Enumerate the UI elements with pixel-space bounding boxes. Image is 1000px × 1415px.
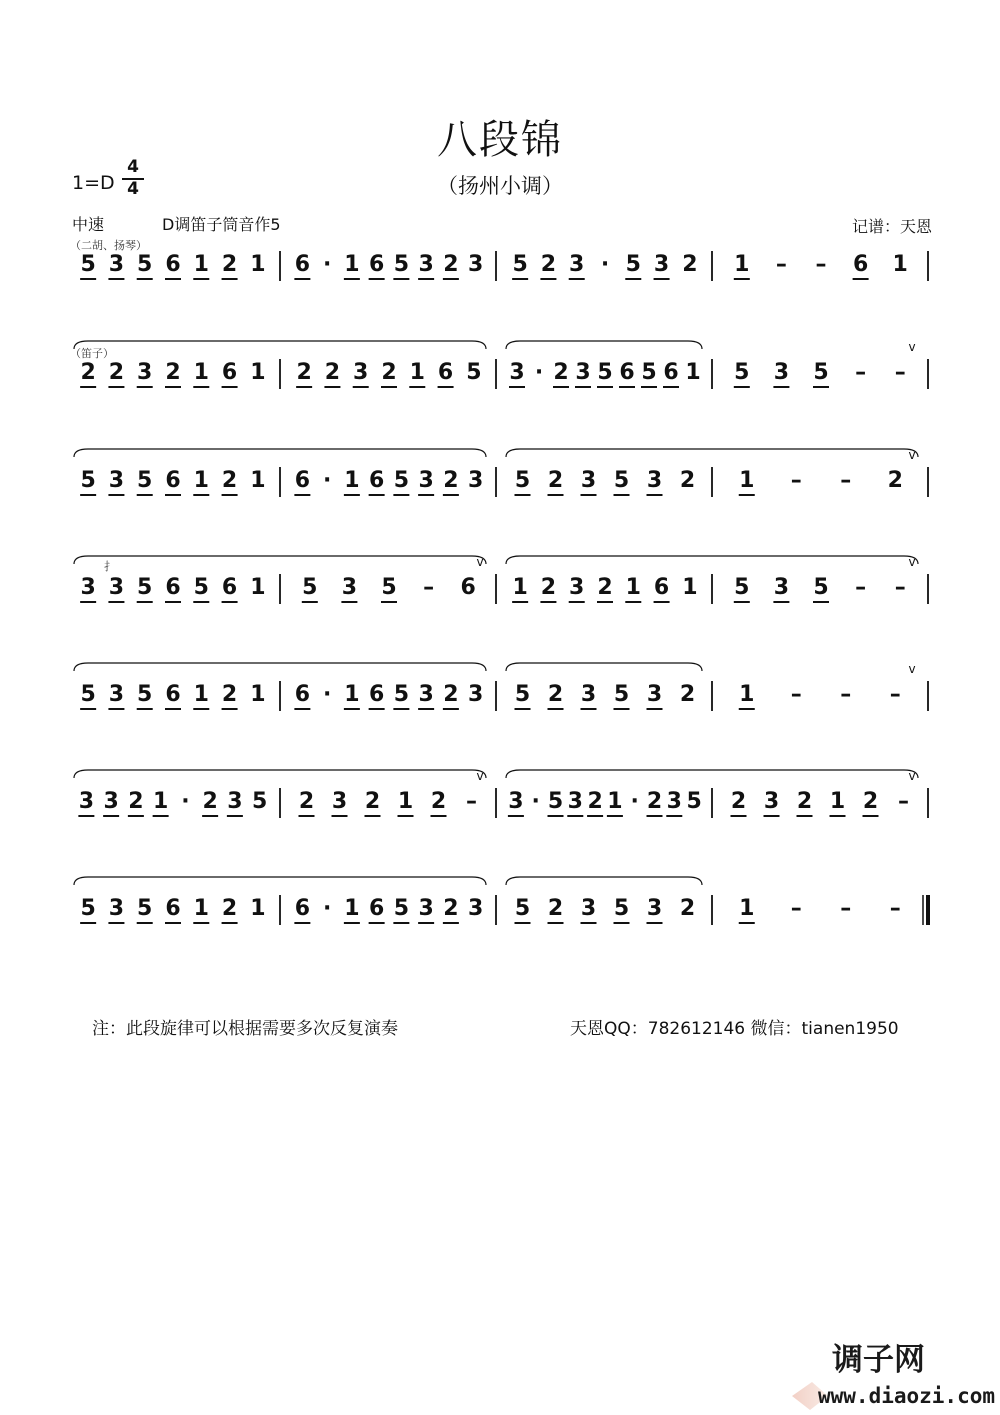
dash-mark: – bbox=[889, 682, 901, 707]
dash-mark: – bbox=[894, 360, 906, 385]
note-digit: 5 bbox=[80, 252, 96, 277]
note-digit: 3 bbox=[580, 682, 597, 707]
note-digit: 5 bbox=[734, 575, 750, 600]
note-digit: 1 bbox=[685, 360, 701, 385]
note-digit: 1 bbox=[250, 575, 266, 600]
note-digit: 3 bbox=[467, 252, 484, 277]
instrument-note: D调笛子筒音作5 bbox=[162, 215, 281, 234]
note-digit: 2 bbox=[547, 682, 564, 707]
dash-mark: – bbox=[790, 896, 802, 921]
note-digit: 6 bbox=[165, 896, 181, 921]
note-digit: 3 bbox=[227, 789, 243, 814]
note-digit: 3 bbox=[569, 252, 585, 277]
note-digit: 2 bbox=[730, 789, 747, 814]
note-digit: 3 bbox=[108, 896, 125, 921]
note-digit: 6 bbox=[437, 360, 454, 385]
note-digit: 2 bbox=[682, 252, 698, 277]
note-digit: 5 bbox=[137, 252, 153, 277]
note-digit: 3 bbox=[773, 360, 790, 385]
note-digit: 6 bbox=[165, 252, 181, 277]
note-digit: 1 bbox=[739, 896, 755, 921]
note-digit: 3 bbox=[108, 252, 125, 277]
note-digit: 1 bbox=[344, 896, 360, 921]
note-digit: 1 bbox=[512, 575, 528, 600]
note-digit: 2 bbox=[587, 789, 603, 814]
dot-mark: · bbox=[181, 789, 190, 814]
note-digit: 2 bbox=[540, 575, 557, 600]
note-digit: 5 bbox=[193, 575, 209, 600]
note-digit: 2 bbox=[296, 360, 312, 385]
dash-mark: – bbox=[840, 896, 852, 921]
note-digit: 1 bbox=[193, 360, 209, 385]
note-digit: 6 bbox=[368, 682, 385, 707]
note-digit: 3 bbox=[646, 896, 663, 921]
dash-mark: – bbox=[894, 575, 906, 600]
note-digit: 2 bbox=[221, 252, 238, 277]
note-digit: 2 bbox=[165, 360, 181, 385]
note-digit: 3 bbox=[773, 575, 790, 600]
note-digit: 5 bbox=[813, 360, 829, 385]
note-digit: 5 bbox=[512, 252, 528, 277]
breath-mark: v bbox=[476, 769, 484, 783]
note-digit: 3 bbox=[508, 789, 524, 814]
note-digit: 2 bbox=[128, 789, 144, 814]
note-digit: 3 bbox=[580, 468, 597, 493]
breath-mark: v bbox=[908, 769, 916, 783]
note-digit: 2 bbox=[679, 682, 696, 707]
note-digit: 2 bbox=[221, 468, 238, 493]
dash-mark: – bbox=[840, 682, 852, 707]
note-digit: 6 bbox=[653, 575, 670, 600]
dot-mark: · bbox=[322, 252, 332, 277]
note-digit: 6 bbox=[221, 360, 238, 385]
note-digit: 2 bbox=[597, 575, 613, 600]
note-digit: 3 bbox=[78, 789, 95, 814]
slur-arc bbox=[506, 877, 702, 885]
note-digit: 3 bbox=[137, 360, 153, 385]
note-digit: 1 bbox=[682, 575, 698, 600]
note-digit: 1 bbox=[734, 252, 750, 277]
note-digit: 2 bbox=[108, 360, 125, 385]
note-digit: 5 bbox=[514, 682, 531, 707]
note-digit: 1 bbox=[829, 789, 846, 814]
note-digit: 6 bbox=[165, 468, 181, 493]
note-digit: 1 bbox=[193, 468, 209, 493]
note-digit: 5 bbox=[381, 575, 397, 600]
note-digit: 5 bbox=[466, 360, 482, 385]
note-digit: 5 bbox=[393, 468, 410, 493]
slur-arc bbox=[74, 877, 486, 885]
note-digit: 1 bbox=[250, 896, 266, 921]
note-digit: 1 bbox=[250, 468, 266, 493]
note-digit: 5 bbox=[734, 360, 750, 385]
note-digit: 1 bbox=[193, 896, 209, 921]
note-digit: 1 bbox=[739, 682, 755, 707]
note-digit: 3 bbox=[467, 896, 484, 921]
note-digit: 6 bbox=[619, 360, 635, 385]
slur-arc bbox=[506, 663, 702, 671]
note-digit: 3 bbox=[467, 468, 484, 493]
dot-mark: · bbox=[534, 360, 544, 385]
dash-mark: – bbox=[855, 360, 867, 385]
note-digit: 5 bbox=[613, 682, 630, 707]
note-digit: 3 bbox=[418, 468, 434, 493]
note-digit: 6 bbox=[294, 252, 311, 277]
note-digit: 2 bbox=[443, 896, 459, 921]
time-signature-bottom: 4 bbox=[127, 179, 139, 199]
note-digit: 5 bbox=[393, 252, 410, 277]
note-digit: 1 bbox=[250, 252, 266, 277]
slur-arc bbox=[506, 341, 702, 349]
page-title: 八段锦 bbox=[437, 117, 563, 163]
note-digit: 6 bbox=[368, 468, 385, 493]
note-digit: 6 bbox=[852, 252, 869, 277]
dash-mark: – bbox=[790, 682, 802, 707]
note-digit: 6 bbox=[165, 575, 181, 600]
tempo-marking: 中速 bbox=[72, 215, 105, 234]
note-digit: 3 bbox=[509, 360, 525, 385]
note-digit: 5 bbox=[137, 575, 153, 600]
transcriber-credit: 记谱：天恩 bbox=[852, 217, 933, 236]
note-digit: 1 bbox=[397, 789, 414, 814]
note-digit: 2 bbox=[221, 682, 238, 707]
note-digit: 3 bbox=[353, 360, 369, 385]
note-digit: 3 bbox=[653, 252, 670, 277]
breath-mark: v bbox=[908, 340, 916, 354]
note-digit: 1 bbox=[152, 789, 169, 814]
instrument-label: （二胡、扬琴） bbox=[70, 239, 147, 252]
note-digit: 5 bbox=[251, 789, 268, 814]
dot-mark: · bbox=[322, 682, 332, 707]
footnote: 注：此段旋律可以根据需要多次反复演奏 bbox=[92, 1019, 398, 1039]
note-digit: 5 bbox=[80, 682, 96, 707]
instrument-label: （笛子） bbox=[70, 347, 114, 360]
time-signature-top: 4 bbox=[122, 158, 144, 180]
note-digit: 3 bbox=[646, 682, 663, 707]
note-digit: 3 bbox=[569, 575, 585, 600]
note-digit: 6 bbox=[294, 468, 311, 493]
note-digit: 1 bbox=[892, 252, 908, 277]
note-digit: 2 bbox=[80, 360, 96, 385]
note-digit: 6 bbox=[368, 896, 385, 921]
note-digit: 5 bbox=[597, 360, 613, 385]
slur-arc bbox=[506, 556, 918, 564]
note-digit: 5 bbox=[80, 468, 96, 493]
note-digit: 2 bbox=[540, 252, 557, 277]
note-digit: 2 bbox=[364, 789, 381, 814]
ornament-label: 扌 bbox=[104, 560, 115, 573]
note-digit: 3 bbox=[108, 575, 125, 600]
note-digit: 1 bbox=[344, 252, 360, 277]
note-digit: 5 bbox=[686, 789, 702, 814]
note-digit: 1 bbox=[409, 360, 425, 385]
slur-arc bbox=[74, 770, 486, 778]
dot-mark: · bbox=[322, 896, 332, 921]
note-digit: 3 bbox=[763, 789, 780, 814]
note-digit: 5 bbox=[514, 468, 531, 493]
note-digit: 2 bbox=[443, 468, 459, 493]
note-digit: 1 bbox=[250, 682, 266, 707]
note-digit: 3 bbox=[567, 789, 583, 814]
note-digit: 2 bbox=[679, 896, 696, 921]
note-digit: 5 bbox=[393, 896, 410, 921]
note-digit: 6 bbox=[368, 252, 385, 277]
note-digit: 2 bbox=[298, 789, 315, 814]
note-digit: 3 bbox=[418, 252, 434, 277]
note-digit: 6 bbox=[294, 896, 311, 921]
note-digit: 1 bbox=[193, 252, 209, 277]
slur-arc bbox=[506, 770, 918, 778]
page-subtitle: （扬州小调） bbox=[437, 174, 563, 198]
breath-mark: v bbox=[908, 555, 916, 569]
dash-mark: – bbox=[790, 468, 802, 493]
watermark-site-name: 调子网 bbox=[832, 1342, 925, 1378]
dot-mark: · bbox=[600, 252, 610, 277]
breath-mark: v bbox=[476, 555, 484, 569]
note-digit: 5 bbox=[137, 682, 153, 707]
note-digit: 1 bbox=[344, 682, 360, 707]
slur-arc bbox=[74, 341, 486, 349]
note-digit: 2 bbox=[221, 896, 238, 921]
note-digit: 2 bbox=[887, 468, 903, 493]
note-digit: 2 bbox=[324, 360, 341, 385]
note-digit: 2 bbox=[547, 896, 564, 921]
note-digit: 6 bbox=[221, 575, 238, 600]
dash-mark: – bbox=[466, 789, 477, 814]
note-digit: 3 bbox=[108, 682, 125, 707]
note-digit: 5 bbox=[137, 896, 153, 921]
note-digit: 3 bbox=[103, 789, 119, 814]
note-digit: 1 bbox=[193, 682, 209, 707]
note-digit: 5 bbox=[393, 682, 410, 707]
note-digit: 3 bbox=[331, 789, 348, 814]
note-digit: 3 bbox=[575, 360, 591, 385]
dash-mark: – bbox=[855, 575, 867, 600]
note-digit: 2 bbox=[646, 789, 663, 814]
note-digit: 2 bbox=[862, 789, 879, 814]
breath-mark: v bbox=[908, 662, 916, 676]
note-digit: 6 bbox=[663, 360, 679, 385]
note-digit: 1 bbox=[250, 360, 266, 385]
watermark-logo bbox=[790, 1338, 1000, 1415]
note-digit: 2 bbox=[547, 468, 564, 493]
slur-arc bbox=[74, 556, 486, 564]
note-digit: 3 bbox=[418, 682, 434, 707]
note-digit: 1 bbox=[607, 789, 623, 814]
note-digit: 3 bbox=[666, 789, 682, 814]
note-digit: 2 bbox=[679, 468, 696, 493]
note-digit: 2 bbox=[443, 682, 459, 707]
note-digit: 5 bbox=[625, 252, 641, 277]
note-digit: 1 bbox=[344, 468, 360, 493]
note-digit: 5 bbox=[613, 468, 630, 493]
slur-arc bbox=[74, 663, 486, 671]
note-digit: 2 bbox=[443, 252, 459, 277]
breath-mark: v bbox=[908, 448, 916, 462]
dash-mark: – bbox=[775, 252, 787, 277]
note-digit: 2 bbox=[430, 789, 447, 814]
note-digit: 1 bbox=[625, 575, 641, 600]
note-digit: 5 bbox=[137, 468, 153, 493]
dot-mark: · bbox=[322, 468, 332, 493]
note-digit: 5 bbox=[547, 789, 564, 814]
note-digit: 6 bbox=[165, 682, 181, 707]
key-signature: 1=D bbox=[72, 172, 115, 194]
dash-mark: – bbox=[815, 252, 827, 277]
note-digit: 2 bbox=[796, 789, 813, 814]
note-digit: 5 bbox=[302, 575, 318, 600]
note-digit: 5 bbox=[613, 896, 630, 921]
note-digit: 6 bbox=[460, 575, 476, 600]
note-digit: 2 bbox=[202, 789, 218, 814]
dot-mark: · bbox=[630, 789, 639, 814]
note-digit: 2 bbox=[381, 360, 397, 385]
note-digit: 3 bbox=[108, 468, 125, 493]
note-digit: 3 bbox=[467, 682, 484, 707]
note-digit: 2 bbox=[553, 360, 569, 385]
dash-mark: – bbox=[840, 468, 852, 493]
note-digit: 5 bbox=[813, 575, 829, 600]
note-digit: 3 bbox=[80, 575, 96, 600]
note-digit: 5 bbox=[514, 896, 531, 921]
note-digit: 5 bbox=[80, 896, 96, 921]
note-digit: 6 bbox=[294, 682, 311, 707]
note-digit: 3 bbox=[341, 575, 358, 600]
note-digit: 3 bbox=[646, 468, 663, 493]
note-digit: 3 bbox=[418, 896, 434, 921]
dash-mark: – bbox=[898, 789, 909, 814]
watermark-site-url: www.diaozi.com bbox=[818, 1384, 996, 1408]
contact-info: 天恩QQ：782612146 微信：tianen1950 bbox=[570, 1019, 899, 1039]
dash-mark: – bbox=[889, 896, 901, 921]
slur-arc bbox=[74, 449, 486, 457]
note-digit: 3 bbox=[580, 896, 597, 921]
dash-mark: – bbox=[423, 575, 435, 600]
note-digit: 5 bbox=[641, 360, 657, 385]
dot-mark: · bbox=[531, 789, 540, 814]
note-digit: 1 bbox=[739, 468, 755, 493]
slur-arc bbox=[506, 449, 918, 457]
